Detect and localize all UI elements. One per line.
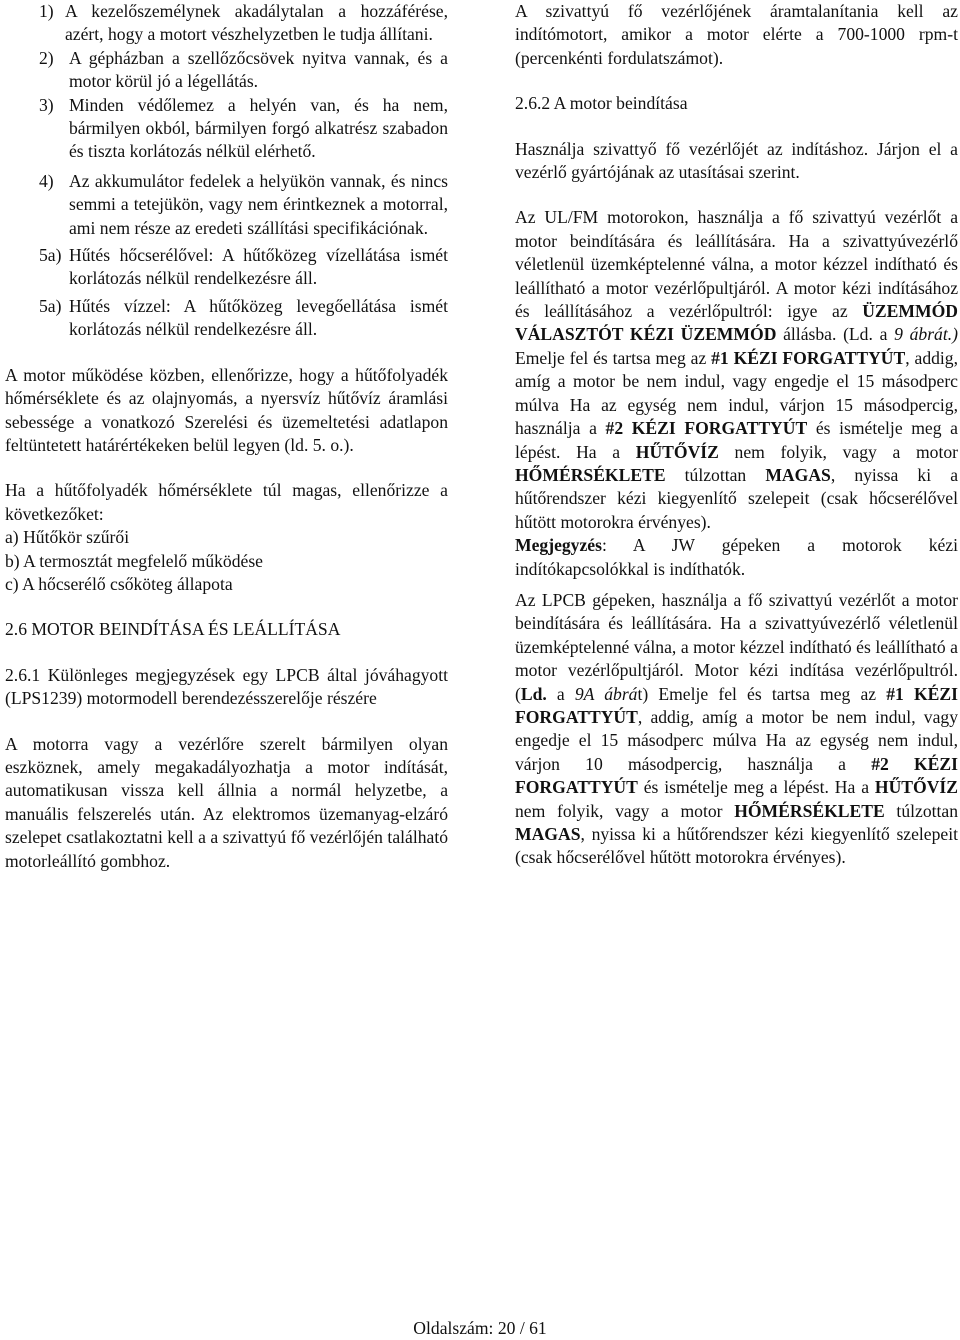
crank-2-label: #2 KÉZI FORGATTYÚT bbox=[515, 753, 958, 798]
checklist-item: a) Hűtőkör szűrői bbox=[5, 527, 130, 548]
list-text: A gépházban a szellőzőcsövek nyitva vannak, és a motor körül jó a légellátás. bbox=[69, 47, 448, 92]
note-paragraph: Megjegyzés: A JW gépeken a motorok kézi indítókapcsolókkal is indíthatók. bbox=[515, 535, 958, 579]
list-item bbox=[5, 47, 448, 94]
coolant-label: HŰTŐVÍZ bbox=[874, 777, 958, 798]
list-item bbox=[5, 295, 448, 342]
overheat-intro: Ha a hűtőfolyadék hőmérséklete túl magas, ellenőrizze a következőket: bbox=[5, 480, 448, 524]
list-number: 5a) bbox=[39, 245, 62, 266]
right-column bbox=[515, 0, 958, 870]
crank-2-label: #2 KÉZI FORGATTYÚT bbox=[605, 418, 808, 439]
ulfm-paragraph: Az UL/FM motorokon, használja a fő szivattyú vezérlőt a motor beindítására és leállítására. Ha a szivattyúvezérlő véletlenül üzemképtelenné válna, a motor kézzel indítható és leállítható a motor vezérlőpultjáról. A motor kézi indításához és leállításához a vezérlőpultról: igye az ÜZEMMÓD VÁLASZTÓT KÉZI ÜZEMMÓD állásba. (Ld. a 9 ábrát.) Emelje fel és tartsa meg az #1 KÉZI FORGATTYÚT, addig, amíg a motor be nem indul, vagy engedje el 15 másodperc múlva Ha az egység nem indul, várjon 15 másodpercig, használja a #2 KÉZI FORGATTYÚT és ismételje meg a lépést. Ha a HŰTŐVÍZ nem folyik, vagy a motor HŐMÉRSÉKLETE túlzottan MAGAS, nyissa ki a hűtőrendszer kézi kiegyenlítő szelepeit (csak hőcserélővel hűtött motorokra érvényes). bbox=[515, 207, 959, 532]
page-number: Oldalszám: 20 / 61 bbox=[413, 1318, 547, 1338]
figure-reference: 9A ábrá bbox=[574, 683, 638, 704]
list-item bbox=[5, 244, 448, 291]
list-text: Hűtés vízzel: A hűtőközeg levegőellátása ismét korlátozás nélkül rendelkezésre áll. bbox=[69, 295, 448, 340]
section-heading: 2.6 MOTOR BEINDÍTÁSA ÉS LEÁLLÍTÁSA bbox=[5, 619, 341, 640]
checklist-item: b) A termosztát megfelelő működése bbox=[5, 550, 263, 571]
list-text: Hűtés hőcserélővel: A hűtőközeg vízellátása ismét korlátozás nélkül rendelkezésre áll. bbox=[69, 245, 448, 289]
list-item bbox=[5, 94, 448, 164]
list-number: 2) bbox=[39, 47, 54, 68]
figure-reference: 9 ábrát.) bbox=[894, 324, 958, 345]
high-label: MAGAS bbox=[765, 464, 831, 485]
list-text: Minden védőlemez a helyén van, és ha nem, bármilyen okból, bármilyen forgó alkatrész szabadon és tiszta korlátozás nélkül elérhető. bbox=[69, 94, 448, 162]
checklist-item: c) A hőcserélő csőköteg állapota bbox=[5, 573, 233, 594]
device-paragraph: A motorra vagy a vezérlőre szerelt bármilyen olyan eszköznek, amely megakadályozhatja a motor indítását, automatikusan vissza kell állnia a normál helyzetbe, a manuális felszerelés után. Az elektromos üzemanyag-elzáró szelepet csatlakoztatni kell a a szivattyú fő vezérlőjén található motorleállító gombhoz. bbox=[5, 733, 448, 871]
subsection-heading-2-6-1: 2.6.1 Különleges megjegyzések egy LPCB által jóváhagyott (LPS1239) motormodell berendezésszerelője részére bbox=[5, 664, 448, 709]
list-number: 4) bbox=[39, 170, 54, 191]
temperature-label: HŐMÉRSÉKLETE bbox=[515, 464, 666, 485]
temperature-label: HŐMÉRSÉKLETE bbox=[734, 800, 885, 821]
use-controller-paragraph: Használja szivattyő fő vezérlőjét az indításhoz. Járjon el a vezérlő gyártójának az utasításai szerint. bbox=[515, 138, 958, 183]
list-number: 3) bbox=[39, 94, 54, 115]
subsection-heading-2-6-2: 2.6.2 A motor beindítása bbox=[515, 93, 688, 114]
operation-paragraph: A motor működése közben, ellenőrizze, hogy a hűtőfolyadék hőmérséklete és az olajnyomás, a nyersvíz hűtővíz áramlási sebessége a vonatkozó Szerelési és üzemeltetési adatlapon feltüntetett határértékeken belül legyen (ld. 5. o.). bbox=[5, 364, 448, 455]
list-text: A kezelőszemélynek akadálytalan a hozzáférése, azért, hogy a motort vészhelyzetben le tudja állítani. bbox=[65, 1, 448, 45]
list-number: 5a) bbox=[39, 295, 62, 316]
list-number: 1) bbox=[39, 1, 54, 21]
controller-intro-paragraph: A szivattyú fő vezérlőjének áramtalanítania kell az indítómotort, amikor a motor elérte a 700-1000 rpm-t (percenkénti fordulatszámot). bbox=[515, 1, 958, 68]
lpcb-paragraph: Az LPCB gépeken, használja a fő szivattyú vezérlőt a motor beindítására és leállítására. Ha a szivattyúvezérlő véletlenül üzemképtelenné válna, a motor kézzel indítható és leállítható a motor vezérlőpultjáról. Motor kézi indítása vezérlőpultról. (Ld. a 9A ábrát) Emelje fel és tartsa meg az #1 KÉZI FORGATTYÚT, addig, amíg a motor be nem indul, vagy engedje el 15 másodperc múlva Ha az egység nem indul, várjon 10 másodpercig, használja a #2 KÉZI FORGATTYÚT és ismételje meg a lépést. Ha a HŰTŐVÍZ nem folyik, vagy a motor HŐMÉRSÉKLETE túlzottan MAGAS, nyissa ki a hűtőrendszer kézi kiegyenlítő szelepeit (csak hőcserélővel hűtött motorokra érvényes). bbox=[515, 589, 958, 868]
mode-selector-label: ÜZEMMÓD VÁLASZTÓT KÉZI ÜZEMMÓD bbox=[515, 301, 958, 345]
precondition-list bbox=[5, 0, 448, 342]
list-text: Az akkumulátor fedelek a helyükön vannak, és nincs semmi a tetejükön, vagy nem érintkeznek a motorral, ami nem része az eredeti szállítási specifikációnak. bbox=[69, 170, 448, 238]
high-label: MAGAS bbox=[515, 824, 581, 844]
crank-1-label: #1 KÉZI FORGATTYÚT bbox=[515, 683, 958, 727]
list-item bbox=[5, 170, 448, 240]
list-item bbox=[5, 0, 448, 47]
overheat-checklist bbox=[5, 526, 448, 596]
left-column bbox=[5, 0, 448, 873]
coolant-label: HŰTŐVÍZ bbox=[635, 441, 719, 462]
note-label: Megjegyzés bbox=[515, 535, 602, 556]
crank-1-label: #1 KÉZI FORGATTYÚT bbox=[711, 347, 906, 368]
